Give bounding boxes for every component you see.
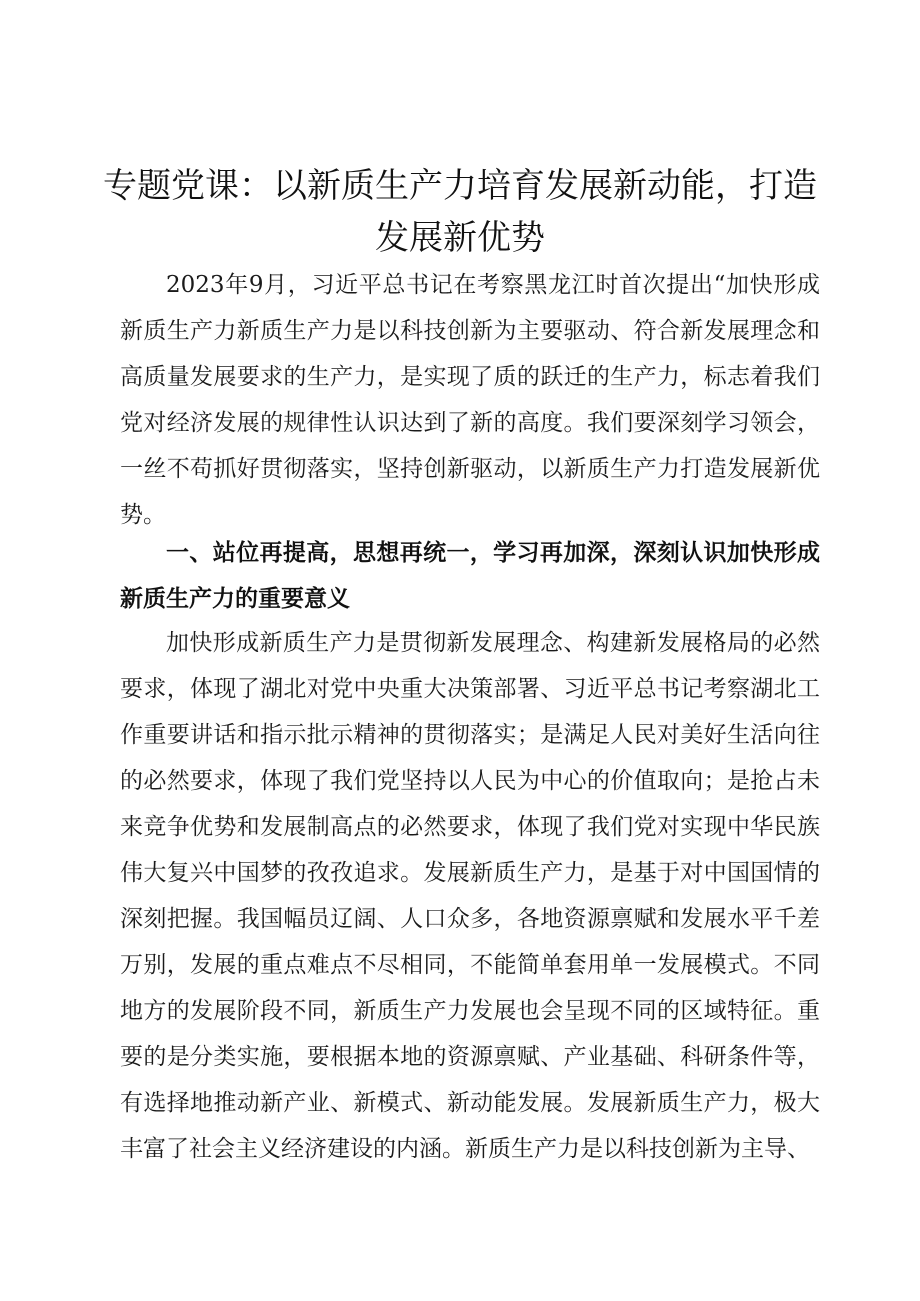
section-paragraph: 加快形成新质生产力是贯彻新发展理念、构建新发展格局的必然要求，体现了湖北对党中央重大决策部署、习近平总书记考察湖北工作重要讲话和指示批示精神的贯彻落实；是满足人民对美好生活向往的必然要求，体现了我们党坚持以人民为中心的价值取向；是抢占未来竞争优势和发展制高点的必然要求，体现了我们党对实现中华民族伟大复兴中国梦的孜孜追求。发展新质生产力，是基于对中国国情的深刻把握。我国幅员辽阔、人口众多，各地资源禀赋和发展水平千差万别，发展的重点难点不尽相同，不能简单套用单一发展模式。不同地方的发展阶段不同，新质生产力发展也会呈现不同的区域特征。重要的是分类实施，要根据本地的资源禀赋、产业基础、科研条件等，有选择地推动新产业、新模式、新动能发展。发展新质生产力，极大丰富了社会主义经济建设的内涵。新质生产力是以科技创新为主导、 xyxy=(120,630,820,1162)
section-heading: 一、站位再提高，思想再统一，学习再加深，深刻认识加快形成新质生产力的重要意义 xyxy=(120,540,820,612)
document-title: 专题党课：以新质生产力培育发展新动能，打造发展新优势 xyxy=(103,166,817,258)
intro-paragraph: 2023年9月，习近平总书记在考察黑龙江时首次提出“加快形成新质生产力新质生产力是以科技创新为主要驱动、符合新发展理念和高质量发展要求的生产力，是实现了质的跃迁的生产力，标志着我们党对经济发展的规律性认识达到了新的高度。我们要深刻学习领会，一丝不苟抓好贯彻落实，坚持创新驱动，以新质生产力打造发展新优势。 xyxy=(120,272,820,528)
